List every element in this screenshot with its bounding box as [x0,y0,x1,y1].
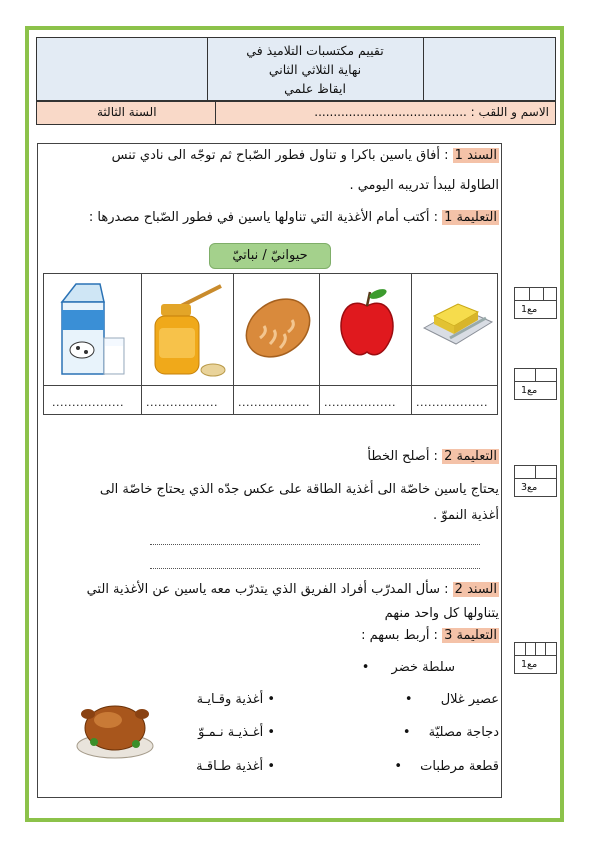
section2-line1: يحتاج ياسين خاصّة الى أغذية الطاقة على عكس جدّه الذي يحتاج خاصّة الى [99,482,499,497]
correction-line[interactable] [150,544,480,545]
score-top [515,369,556,382]
food-table [43,273,498,415]
sanad1-label: السند 1 [454,148,497,163]
sanad1-line1 [112,148,499,163]
sanad2-label: السند 2 [454,582,497,597]
instruction2-text: : أصلح الخطأ [367,449,438,464]
name-field[interactable]: الاسم و اللقب : ........................................ [314,105,549,119]
left-item [198,725,275,740]
bullet[interactable]: • [267,725,275,740]
left-item-label: أغذية طـاقـة [196,759,264,774]
year-label: السنة الثالثة [97,105,157,119]
answer-line[interactable]: .................. [146,396,218,409]
right-item-label: عصير غلال [440,692,499,707]
score-label: مع1 [521,385,538,396]
col-line [319,274,320,414]
instruction1-text: : أكتب أمام الأغذية التي تناولها ياسين في فطور الصّباح مصدرها : [88,210,438,225]
bullet[interactable]: • [267,759,275,774]
header-title-line2: نهاية الثلاثي الثاني [268,62,362,77]
score-divider [535,466,536,478]
score-divider [525,643,526,655]
score-top [515,288,556,301]
bread-icon [240,292,316,362]
sanad2-line2: يتناولها كل واحد منهم [384,606,499,621]
col-line [141,274,142,414]
score-label: مع1 [521,304,538,315]
section2-line2: أغذية النموّ . [433,508,499,523]
header-divider-right [423,38,424,100]
score-box [514,287,557,319]
answer-line[interactable]: .................. [416,396,488,409]
source-tag: حيوانيّ / نباتيّ [209,243,331,269]
score-divider [535,369,536,381]
left-item [197,692,275,707]
score-divider [529,288,530,300]
bullet[interactable]: • [361,660,370,675]
col-line [233,274,234,414]
score-label: مع1 [521,659,538,670]
row-line [44,385,497,386]
milk-icon [54,280,134,380]
right-item [362,660,455,675]
score-box [514,642,557,674]
bullet[interactable]: • [394,759,402,774]
instruction2-label: التعليمة 2 [444,449,497,464]
answer-line[interactable]: .................. [52,396,124,409]
instruction2 [367,449,499,464]
instruction3 [361,628,499,643]
answer-line[interactable]: .................. [238,396,310,409]
right-item-label: سلطة خضر [391,660,455,675]
name-bar [36,101,556,125]
right-item [403,725,499,740]
answer-line[interactable]: .................. [324,396,396,409]
sanad2-text: : سأل المدرّب أفراد الفريق الذي يتدرّب معه ياسين عن الأغذية التي [86,582,449,597]
bullet[interactable]: • [402,725,411,740]
instruction3-text: : أربط بسهم : [361,628,438,643]
score-top [515,643,556,656]
sanad1-text: : أفاق ياسين باكرا و تناول فطور الصّباح ثم توجّه الى نادي تنس [111,148,449,163]
bullet[interactable]: • [404,692,413,707]
instruction1 [89,210,499,225]
score-box [514,368,557,400]
header-title-line3: ايقاظ علمي [284,81,346,96]
bullet[interactable]: • [267,692,275,707]
score-divider [543,288,544,300]
score-top [515,466,556,479]
col-line [411,274,412,414]
sanad1-line2: الطاولة ليبدأ تدريبه اليومي . [349,178,499,193]
right-item-label: دجاجة مصليّة [428,725,499,740]
score-box [514,465,557,497]
right-item [405,692,499,707]
sanad2-line1 [87,582,499,597]
apple-icon [334,284,400,364]
instruction1-label: التعليمة 1 [444,210,497,225]
header-box [36,37,556,101]
honey-icon [147,278,229,380]
correction-line[interactable] [150,568,480,569]
instruction3-label: التعليمة 3 [444,628,497,643]
score-divider [535,643,536,655]
left-item-label: أغذية وقـايـة [196,692,264,707]
right-item [394,759,499,774]
butter-icon [420,288,496,352]
right-item-label: قطعة مرطبات [420,759,499,774]
left-item-label: أغـذيـة نـمـوّ [198,725,264,740]
score-label: مع3 [521,482,538,493]
roast-chicken-icon [74,694,156,764]
left-item [196,759,275,774]
score-divider [545,643,546,655]
header-title [207,38,423,100]
header-title-line1: تقييم مكتسبات التلاميذ في [246,43,384,58]
